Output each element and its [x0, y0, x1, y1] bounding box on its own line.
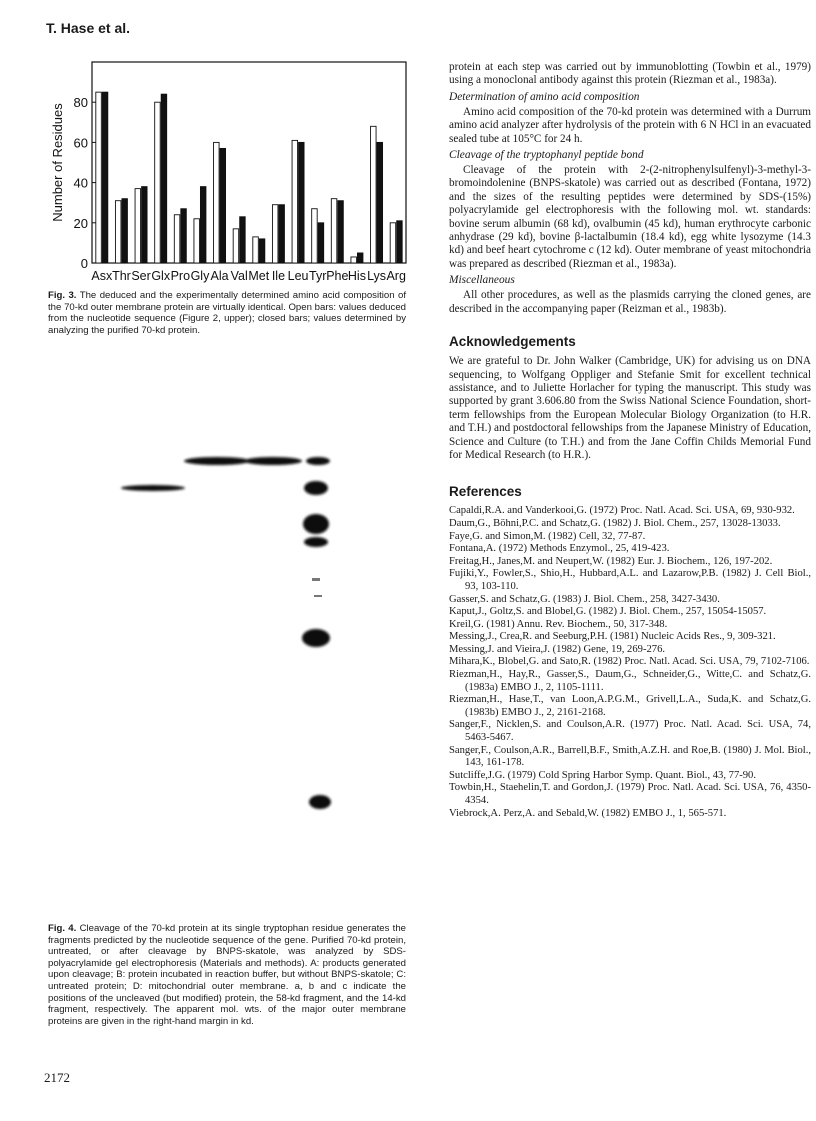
reference-item: Daum,G., Böhni,P.C. and Schatz,G. (1982) J. Biol. Chem., 257, 13028-13033. — [449, 517, 781, 529]
figure-3-caption-text: The deduced and the experimentally determined amino acid composition of the 70-kd outer membrane protein are virtually identical. Open bars: values deduced from the nucleotide sequence (Figure 2, upper); closed bars; values determined by analyzing the purified 70-kd protein. — [48, 290, 406, 336]
x-tick-label: Phe — [326, 269, 349, 283]
bar-closed — [142, 187, 148, 263]
x-tick-label: Lys — [367, 269, 387, 283]
reference-item: Messing,J., Crea,R. and Seeburg,P.H. (1981) Nucleic Acids Res., 9, 309-321. — [449, 631, 776, 643]
gel-band — [312, 578, 320, 581]
bar-closed — [181, 209, 187, 263]
reference-item: Freitag,H., Janes,M. and Neupert,W. (1982) Eur. J. Biochem., 126, 197-202. — [449, 555, 773, 567]
bar-open — [174, 215, 180, 263]
gel-band — [302, 629, 330, 647]
x-tick-label: Asx — [91, 269, 113, 283]
bar-closed — [397, 221, 403, 263]
references-list — [449, 505, 811, 820]
paragraph-amino-acid: Amino acid composition of the 70-kd protein was determined with a Durrum amino acid analyzer after hydrolysis of the protein with 6 N HCl in an evacuated sealed tube at 105°C for 24 h. — [449, 105, 811, 145]
gel-band — [304, 481, 328, 495]
bar-open — [194, 219, 200, 263]
y-tick-label: 40 — [73, 175, 88, 191]
gel-band — [184, 457, 250, 465]
x-tick-label: Val — [230, 269, 248, 283]
y-tick-label: 60 — [73, 135, 88, 151]
gel-band — [121, 485, 185, 491]
y-tick-label: 80 — [73, 95, 88, 111]
reference-item: Faye,G. and Simon,M. (1982) Cell, 32, 77-87. — [449, 530, 646, 542]
bar-closed — [377, 142, 383, 263]
bar-closed — [102, 92, 108, 263]
bar-open — [272, 205, 278, 263]
page-number: 2172 — [44, 1070, 70, 1085]
running-head: T. Hase et al. — [46, 20, 131, 36]
acknowledgements-heading: Acknowledgements — [449, 334, 576, 350]
reference-item: Viebrock,A. Perz,A. and Sebald,W. (1982) EMBO J., 1, 565-571. — [449, 807, 727, 819]
gel-band — [303, 514, 329, 534]
bar-open — [351, 257, 357, 263]
figure-4-caption — [48, 923, 406, 1027]
gel-band — [314, 595, 322, 597]
reference-item: Capaldi,R.A. and Vanderkooi,G. (1972) Proc. Natl. Acad. Sci. USA, 69, 930-932. — [449, 505, 795, 517]
bar-open — [292, 140, 298, 263]
methods-intro: protein at each step was carried out by immunoblotting (Towbin et al., 1979) using a monoclonal antibody against this protein (Riezman et al., 1983a). — [449, 61, 811, 87]
x-tick-label: Ile — [271, 269, 286, 283]
reference-item: Towbin,H., Staehelin,T. and Gordon,J. (1979) Proc. Natl. Acad. Sci. USA, 76, 4350-4354. — [449, 782, 811, 806]
bar-closed — [220, 148, 226, 263]
x-tick-label: Ala — [210, 269, 229, 283]
right-column — [449, 61, 811, 820]
bar-closed — [299, 142, 305, 263]
subheading-cleavage: Cleavage of the tryptophanyl peptide bond — [449, 149, 644, 162]
x-tick-label: Pro — [170, 269, 191, 283]
x-tick-label: Gly — [190, 269, 210, 283]
y-axis-label: Number of Residues — [50, 103, 65, 222]
x-tick-label: Arg — [386, 269, 406, 283]
gel-band — [244, 457, 302, 465]
reference-item: Riezman,H., Hay,R., Gasser,S., Daum,G., Schneider,G., Witte,C. and Schatz,G. (1983a) EMBO J., 2, 1105-1111. — [449, 669, 811, 693]
figure-4-caption-text: Cleavage of the 70-kd protein at its single tryptophan residue generates the fragments predicted by the nucleotide sequence of the gene. Purified 70-kd protein, untreated, or after cleavage by BNPS-skatole, was analyzed by SDS-polyacrylamide gel electrophoresis (Materials and methods). A: products generated upon cleavage; B: protein incubated in reaction buffer, but without BNPS-skatole; C: untreated protein; D: mitochondrial outer membrane. a, b and c indicate the positions of the uncleaved (but modified) protein, the 58-kd fragment, and the 14-kd fragment, respectively. The apparent mol. wts. of the major outer membrane proteins are given in the right-hand margin in kd. — [48, 923, 407, 1027]
bar-closed — [259, 239, 265, 263]
bar-closed — [357, 253, 363, 263]
x-tick-label: Tyr — [309, 269, 327, 283]
paragraph-cleavage: Cleavage of the protein with 2-(2-nitrophenylsulfenyl)-3-methyl-3-bromoindolenine (BNPS-skatole) was carried out as described (Fontana, 1972) and the sizes of the resulting peptides were determined by SDS-(15%) polyacrylamide gel electrophoresis with the following mol. wt. standards: bovine serum albumin (68 kd), ovalbumin (45 kd), human erythrocyte carbonic anhydrase (29 kd), bovine β-lactalbumin (18.4 kd), egg white lysozyme (14.3 kd) and beef heart cytochrome c (12 kd). Outer membrane of yeast mitochondria was prepared as described (Riezman et al., 1983a). — [449, 164, 811, 270]
bar-closed — [161, 94, 167, 263]
bar-open — [312, 209, 318, 263]
y-tick-label: 20 — [73, 215, 88, 231]
bar-open — [390, 223, 396, 263]
reference-item: Sutcliffe,J.G. (1979) Cold Spring Harbor Symp. Quant. Biol., 43, 77-90. — [449, 769, 757, 781]
bar-closed — [279, 205, 285, 263]
bar-closed — [318, 223, 324, 263]
x-tick-label: Thr — [112, 269, 131, 283]
bar-closed — [200, 187, 206, 263]
figure-3-caption — [48, 290, 406, 336]
figure-3-chart — [48, 58, 410, 286]
reference-item: Fontana,A. (1972) Methods Enzymol., 25, 419-423. — [449, 543, 670, 555]
figure-3-caption-label: Fig. 3. — [48, 290, 77, 301]
reference-item: Kaput,J., Goltz,S. and Blobel,G. (1982) J. Biol. Chem., 257, 15054-15057. — [449, 606, 767, 618]
amino-acid-bar-chart — [48, 58, 410, 286]
reference-item: Messing,J. and Vieira,J. (1982) Gene, 19, 269-276. — [449, 643, 666, 655]
gel-band — [304, 537, 328, 547]
x-tick-label: Leu — [287, 269, 309, 283]
y-tick-label: 0 — [80, 256, 88, 271]
reference-item: Sanger,F., Coulson,A.R., Barrell,B.F., Smith,A.Z.H. and Roe,B. (1980) J. Mol. Biol., 143, 161-178. — [449, 744, 811, 769]
bar-open — [331, 199, 337, 263]
reference-item: Riezman,H., Hase,T., van Loon,A.P.G.M., Grivell,L.A., Suda,K. and Schatz,G. (1983b) EMBO J., 2, 2161-2168. — [449, 694, 811, 718]
references-heading: References — [449, 484, 522, 500]
subheading-amino-acid: Determination of amino acid composition — [449, 90, 640, 103]
x-tick-label: Ser — [131, 269, 151, 283]
reference-item: Sanger,F., Nicklen,S. and Coulson,A.R. (1977) Proc. Natl. Acad. Sci. USA, 74, 5463-5467. — [449, 719, 811, 744]
gel-electrophoresis-image — [100, 440, 360, 840]
bar-open — [371, 126, 377, 263]
paragraph-miscellaneous: All other procedures, as well as the plasmids carrying the cloned genes, are described in the accompanying paper (Reizman et al., 1983b). — [449, 289, 811, 315]
bar-open — [115, 201, 121, 263]
x-tick-label: Glx — [151, 269, 171, 283]
gel-band — [306, 457, 330, 465]
bar-closed — [240, 217, 246, 263]
bar-open — [135, 189, 141, 263]
figure-4-gel-image — [100, 440, 360, 840]
bar-open — [233, 229, 239, 263]
reference-item: Gasser,S. and Schatz,G. (1983) J. Biol. Chem., 258, 3427-3430. — [449, 593, 720, 605]
reference-item: Kreil,G. (1981) Annu. Rev. Biochem., 50, 317-348. — [449, 618, 668, 630]
gel-band — [309, 795, 331, 809]
acknowledgements-text: We are grateful to Dr. John Walker (Cambridge, UK) for advising us on DNA sequencing, to Wolfgang Oppliger and Stefanie Smit for excellent technical assistance, and to Juliette Horlacher for typing the manuscript. This study was supported by grant 3.606.80 from the Swiss National Science Foundation, short-term fellowships from the European Molecular Biology Organization (to H.R. and T.H.) and postdoctoral fellowships from the Japanese Ministry of Education, Science and Culture (to T.H.) and from the Jane Coffin Childs Memorial Fund for Medical Research (to H.R.). — [449, 355, 811, 461]
reference-item: Fujiki,Y., Fowler,S., Shio,H., Hubbard,A.L. and Lazarow,P.B. (1982) J. Cell Biol., 93, 103-110. — [449, 568, 811, 592]
bar-closed — [122, 199, 128, 263]
subheading-miscellaneous: Miscellaneous — [449, 274, 515, 287]
reference-item: Mihara,K., Blobel,G. and Sato,R. (1982) Proc. Natl. Acad. Sci. USA, 79, 7102-7106. — [449, 656, 810, 668]
bar-open — [253, 237, 259, 263]
bar-open — [214, 142, 220, 263]
x-tick-label: Met — [248, 269, 270, 283]
figure-4-caption-label: Fig. 4. — [48, 923, 77, 934]
bar-closed — [338, 201, 344, 263]
x-tick-label: His — [347, 269, 366, 283]
bar-open — [96, 92, 102, 263]
bar-open — [155, 102, 161, 263]
